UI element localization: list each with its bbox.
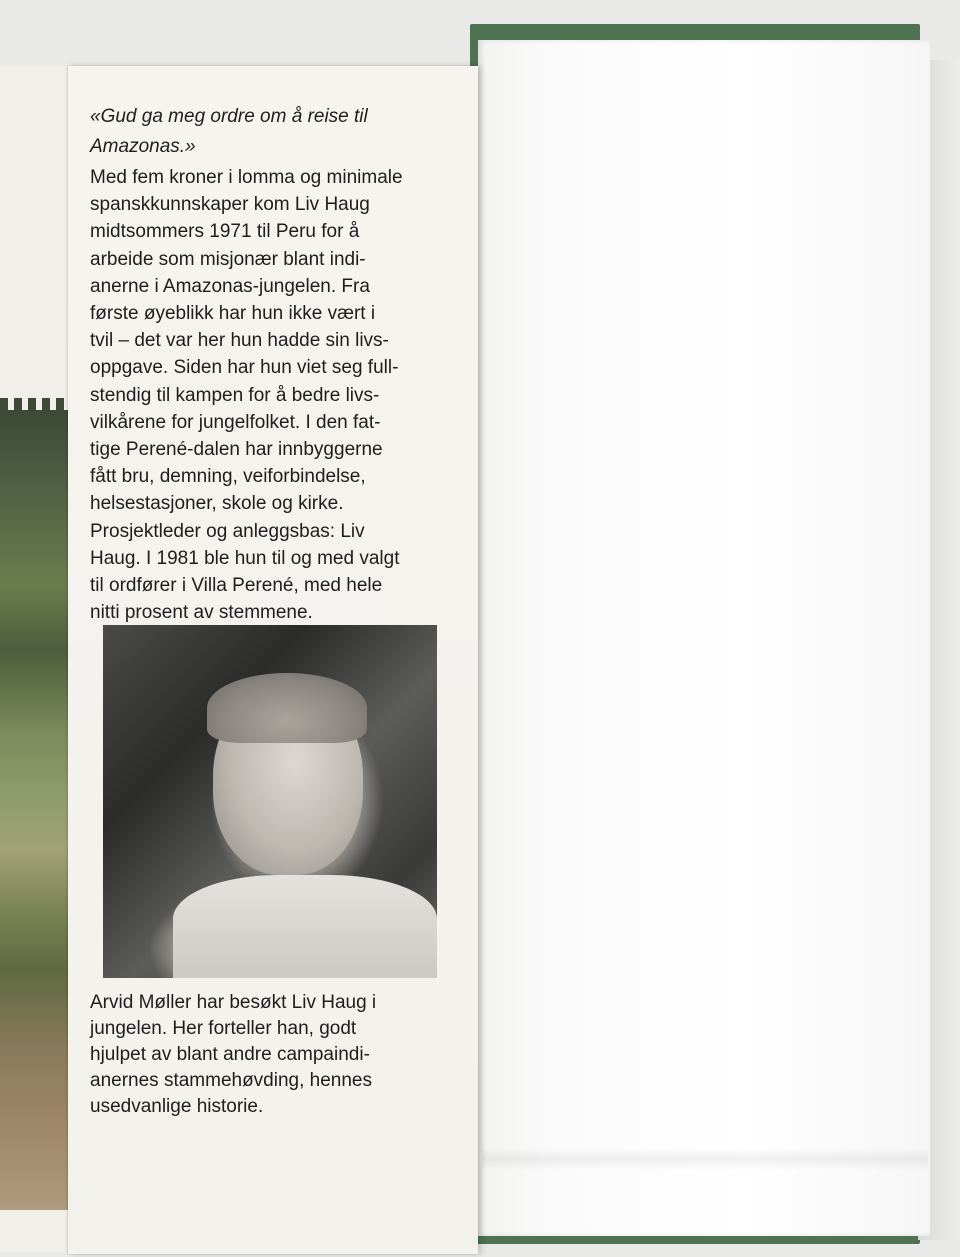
endpaper-page [478,40,930,1236]
author-hair [207,673,367,743]
author-photo [103,625,437,978]
endpaper-fold [482,1148,928,1170]
flap-quote: «Gud ga meg ordre om å reise til Amazonas.» [90,106,368,157]
cover-landscape-photo [0,410,78,1210]
author-shirt [173,875,437,978]
flap-blurb: Med fem kroner i lomma og minimale spanskkunnskaper kom Liv Haug midtsommers 1971 til Peru for å arbeide som misjonær blant indi- anerne i Amazonas-jungelen. Fra første øyeblikk har hun ikke vært i tvil – det var her hun hadde sin livs- oppgave. Siden har hun viet seg full- stendig til kampen for å bedre livs- vilkårene for jungelfolket. I den fat- tige Perené-dalen har innbyggerne fått bru, demning, veiforbindelse, helsestasjoner, skole og kirke. Prosjektleder og anleggsbas: Liv Haug. I 1981 ble hun til og med valgt til ordfører i Villa Perené, med hele nitti prosent av stemmene. [90,167,403,624]
author-caption: Arvid Møller har besøkt Liv Haug i jungelen. Her forteller han, godt hjulpet av blant andre campaindi- anernes stammehøvding, hennes usedvanlige historie. [90,992,377,1117]
